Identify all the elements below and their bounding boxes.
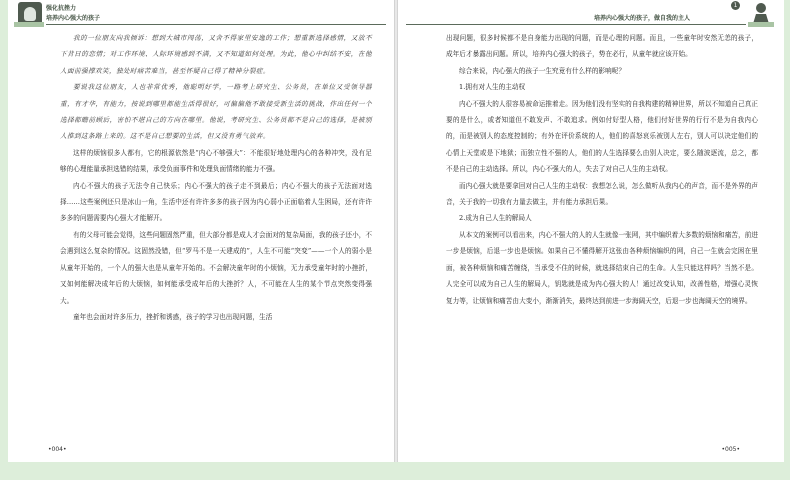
body-paragraph: 综合来说，内心强大的孩子一生究竟有什么样的影响呢？ bbox=[459, 66, 626, 75]
page-number: •004• bbox=[48, 446, 67, 453]
header-tab bbox=[14, 22, 44, 27]
left-page bbox=[8, 0, 394, 462]
section-heading: 1.拥有对人生的主动权 bbox=[459, 83, 526, 92]
body-paragraph: 有的父母可能会觉得，这些问题固然严重，但大部分都是成人才会面对的复杂局面，我的孩子还小，不会遇到这么复杂的情况。这固然没错，但“罗马不是一天建成的”，人生不可能“突变”——一个人的弱小是从童年开始的，一个人的强大也是从童年开始的。不会解决童年时的小烦恼，无力承受童年时的小挫折，又如何能解决成年后的大烦恼，如何能承受成年后的大挫折？人，不可能在人生的某个节点突然变得强大。 bbox=[60, 230, 372, 305]
left-page-header bbox=[8, 0, 394, 28]
right-page bbox=[398, 0, 784, 462]
header-rule bbox=[46, 24, 386, 25]
case-paragraph: 要说我这位朋友，人也非常优秀，他聪明好学，一路考上研究生、公务员，在单位又受领导器重，有才华，有能力，按说到哪里都能生活得很好，可偏偏他不敢接受新生活的挑战，作出任何一个选择都瞻前顾后，害怕不堪自己的方向在哪里。他说，考研究生、公务员都不是自己的选择，是被别人推到这条路上来的。这不是自己想要的生活，但又没有勇气放弃。 bbox=[60, 83, 372, 141]
section-heading: 2.成为自己人生的解局人 bbox=[459, 214, 532, 223]
case-paragraph: 我的一位朋友向我倾诉：想到大城市闯荡，又舍不得家里安逸的工作；想重新选择感情，又放不下昔日的恋情；对工作环境、人际环境感到不满，又不知道如何处理。为此，他心中纠结不安，在他人面前强撑欢笑，独处时痛苦难当，甚至怀疑自己得了精神分裂症。 bbox=[60, 34, 372, 75]
child-figure-icon bbox=[746, 0, 776, 28]
body-paragraph: 从本文的案例可以看出来，内心不强大的人的人生就像一张网，其中编织着大多数的烦恼和痛苦，前进一步是烦恼，后退一步也是烦恼。如果自己不懂得解开这张由各种烦恼编织的网，自己一生就会完困在里面，被各种烦恼和痛苦缠绕，当承受不住的时候，就选择结束自己的生命。人生只能这样吗？当然不是。人完全可以成为自己人生的解局人，钥匙就是成为内心强大的人！通过改变认知，改善性格，增强心灵恢复力等，让烦恼和痛苦由大变小，渐渐消失，最终达到前进一步海阔天空，后退一步也海阔天空的境界。 bbox=[446, 230, 758, 305]
right-page-header bbox=[398, 0, 784, 28]
header-rule bbox=[406, 24, 746, 25]
body-paragraph: 童年也会面对许多压力，挫折和诱惑，孩子的学习也出现问题，生活 bbox=[73, 312, 273, 321]
body-paragraph: 出现问题，很多时候都不是自身能力出现的问题，而是心理的问题。而且，一些童年时安然无恙的孩子，成年后才暴露出问题。所以，培养内心强大的孩子，势在必行，从童年就应该开始。 bbox=[446, 34, 758, 59]
left-page-body bbox=[60, 30, 372, 325]
page-number: •005• bbox=[721, 446, 740, 453]
body-paragraph: 内心不强大的孩子无法令自己快乐；内心不强大的孩子走不到最后；内心不强大的孩子无法面对选择……这些案例还只是冰山一角，生活中还有许许多多的孩子因为内心弱小正面临着人生困局，还有许许多多的问题需要内心强大才能解开。 bbox=[60, 181, 372, 223]
body-paragraph: 内心不强大的人很容易被命运推着走。因为他们没有坚实的自我构建的精神世界，所以不知道自己真正要的是什么，或者知道但不敢发声、不敢追求。例如付好型人格，他们付好世界的行行不是为自我内心的，而是被别人的态度控制的；有外在评价系统的人，他们的喜怒哀乐被别人左右，别人可以决定他们的心情上天堂或是下地狱；而独立性不强的人，他们的人生选择要么由别人决定，要么随波逐流，总之，都不是自己的主动选择。所以，内心不强大的人，失去了对自己人生的主动权。 bbox=[446, 99, 758, 174]
chapter-badge: 1 bbox=[731, 1, 740, 10]
body-paragraph: 这样的烦恼很多人都有，它的根源依然是“内心不够强大”：不能很好地处理内心的各种冲突，没有足够的心理能量承担选错的结果，承受负面事件和处理负面情绪的能力不强。 bbox=[60, 148, 372, 174]
series-title: 强化抗挫力 bbox=[46, 5, 77, 12]
right-page-body bbox=[446, 30, 758, 309]
running-head: 培养内心强大的孩子 bbox=[46, 15, 101, 22]
running-head: 培养内心强大的孩子，做自我的主人 bbox=[594, 15, 691, 22]
body-paragraph: 而内心强大就是要拿回对自己人生的主动权：我想怎么说，怎么做听从我内心的声音，而不是外界的声音，关于我的一切我有力量去做主，并有能力承担后果。 bbox=[446, 181, 758, 207]
